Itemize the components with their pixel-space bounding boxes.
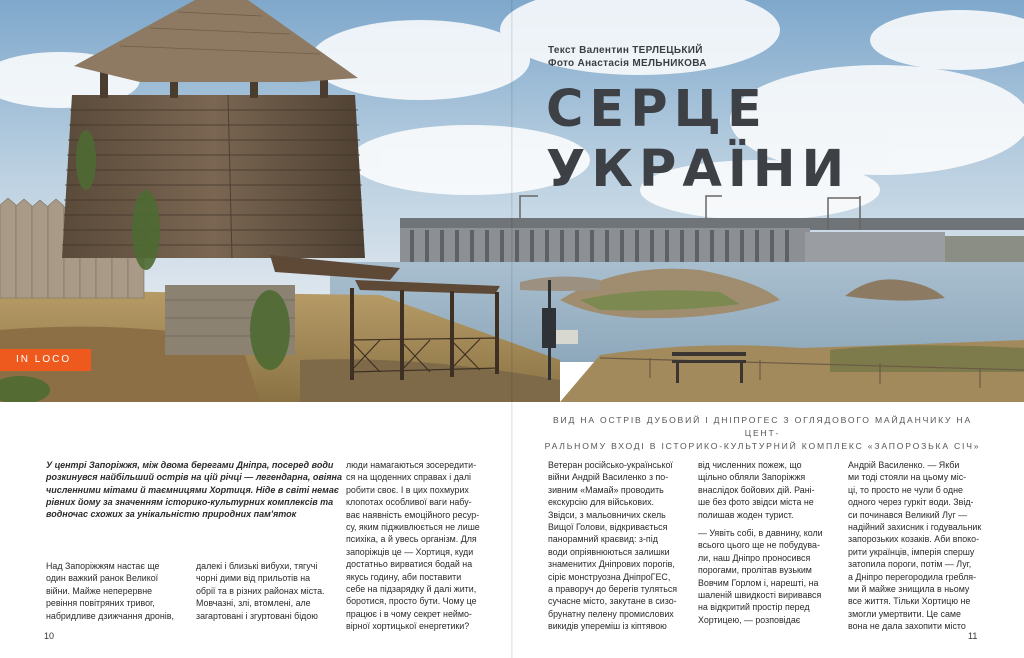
text-line: всього цього ще не побудува- bbox=[698, 540, 820, 551]
text-line: запоріжців це — Хортиця, куди bbox=[346, 546, 474, 557]
text-line: від численних пожеж, що bbox=[698, 460, 802, 470]
text-line: змогли умертвити. Це саме bbox=[848, 608, 961, 619]
text-column-3 bbox=[346, 459, 480, 633]
text-line: викидів упереміш із кіптявою bbox=[548, 621, 667, 632]
title-line-1: СЕРЦЕ bbox=[546, 80, 768, 139]
text-column-4 bbox=[548, 459, 677, 633]
text-line: вірної хортицької енергетики? bbox=[346, 621, 470, 632]
text-line: сучасне місто, закутане в сизо- bbox=[548, 596, 677, 607]
title-line-2: УКРАЇНИ bbox=[546, 140, 851, 199]
text-line: сіріє монструозна ДніпроГЕС, bbox=[548, 571, 671, 582]
text-line: шаленій швидкості виривався bbox=[698, 590, 822, 601]
text-line: ми й майже знищила в ньому bbox=[848, 584, 970, 595]
text-line: — Уявіть собі, в давнину, коли bbox=[698, 528, 823, 539]
text-credit: Текст Валентин ТЕРЛЕЦЬКИЙ bbox=[548, 45, 703, 56]
text-column-1 bbox=[46, 560, 174, 622]
text-line: Ветеран російсько-української bbox=[548, 460, 673, 470]
caption-line-2: РАЛЬНОМУ ВХОДІ В ІСТОРИКО-КУЛЬТУРНИЙ КОМПЛЕКС «ЗАПОРОЗЬКА СІЧ» bbox=[544, 441, 981, 451]
text-line: рити українців, імперія спершу bbox=[848, 546, 975, 557]
text-line: а праворуч до берегів туляться bbox=[548, 584, 678, 595]
caption-line-1: ВИД НА ОСТРІВ ДУБОВИЙ І ДНІПРОГЕС З ОГЛЯДОВОГО МАЙДАНЧИКУ НА ЦЕНТ- bbox=[553, 415, 972, 438]
text-line: боротися, просто бути. Чому це bbox=[346, 596, 477, 607]
lead-line: водночас схожих за унікальністю природних пам'яток bbox=[46, 509, 297, 520]
lead-paragraph bbox=[46, 459, 343, 520]
text-line: працює і в чому секрет неймо- bbox=[346, 608, 472, 619]
text-column-6 bbox=[848, 459, 981, 633]
text-line: Андрій Василенко. — Якби bbox=[848, 460, 960, 470]
text-line: знаменитих Дніпрових порогів, bbox=[548, 559, 675, 570]
text-line: ревіння повітряних тривог, bbox=[46, 598, 155, 609]
text-line: су, яким підживлюється не лише bbox=[346, 522, 480, 533]
text-line: війни Андрій Василенко з по- bbox=[548, 472, 669, 483]
text-line: полишав жоден турист. bbox=[698, 509, 794, 520]
text-line: набридливе дзижчання дронів, bbox=[46, 610, 174, 621]
text-line: ли, наш Дніпро проносився bbox=[698, 552, 811, 563]
text-column-2 bbox=[196, 560, 325, 622]
page-number-left: 10 bbox=[44, 631, 55, 641]
text-line: робити своє. І в цих похмурих bbox=[346, 484, 469, 495]
text-line: вона не дала захопити місто bbox=[848, 621, 966, 632]
text-line: люди намагаються зосередити- bbox=[346, 460, 477, 470]
text-line: а Дніпро перегородила гребля- bbox=[848, 571, 977, 582]
text-line: Мовчазні, злі, втомлені, але bbox=[196, 598, 311, 609]
text-line: Над Запоріжжям настає ще bbox=[46, 561, 160, 571]
text-line: екскурсію для військових. bbox=[548, 497, 654, 508]
text-line: Хортицею, — розповідає bbox=[698, 614, 801, 625]
text-line: ми тоді стояли на цьому міс- bbox=[848, 472, 967, 483]
text-line: запорозьких козаків. Аби впоко- bbox=[848, 534, 980, 545]
article-credits bbox=[548, 44, 707, 70]
text-line: ває наявність емоційного ресур- bbox=[346, 509, 480, 520]
text-line: ці, то просто не чули б одне bbox=[848, 484, 963, 495]
lead-line: У центрі Запоріжжя, між двома берегами Дніпра, посеред води bbox=[46, 460, 334, 470]
text-line: на відкритий простір перед bbox=[698, 602, 810, 613]
text-line: Вовчим Горлом і, нарешті, на bbox=[698, 577, 819, 588]
lead-line: рівних йому за значенням історико-культурних комплексів та bbox=[46, 496, 334, 507]
text-line: психіка, а й увесь організм. Для bbox=[346, 534, 477, 545]
text-line: один важкий ранок Великої bbox=[46, 573, 159, 584]
section-badge: IN LOCO bbox=[0, 349, 91, 371]
text-line: внаслідок бойових дій. Рані- bbox=[698, 484, 815, 495]
text-column-5 bbox=[698, 459, 823, 626]
text-line: порогами, пролітав вузьким bbox=[698, 565, 812, 576]
lead-line: численними мітами й таємницями Хортиця. Ніде в світі немає bbox=[46, 484, 339, 495]
text-line: си починався Великий Луг — bbox=[848, 509, 968, 520]
text-line: Вищої Голови, відкривається bbox=[548, 522, 668, 533]
text-line: війни. Майже неперервне bbox=[46, 585, 153, 596]
text-line: клопотах особливої ваги набу- bbox=[346, 497, 472, 508]
text-line: Звідси, з мальовничих скель bbox=[548, 509, 666, 520]
page-number-right: 11 bbox=[968, 631, 978, 641]
text-line: загартовані і згуртовані бідою bbox=[196, 610, 318, 621]
text-line: достатньо вирватися бодай на bbox=[346, 559, 473, 570]
text-line: надійний захисник і годувальник bbox=[848, 522, 982, 533]
text-line: одного через гуркіт води. Звід- bbox=[848, 497, 974, 508]
text-line: все життя. Тільки Хортицю не bbox=[848, 596, 971, 607]
lead-line: розкинувся найбільший острів на цій річці — легендарна, овіяна bbox=[46, 472, 343, 483]
text-line: ше без фото звідси міста не bbox=[698, 497, 814, 508]
text-line: води опріявнюються залишки bbox=[548, 546, 670, 557]
article-title bbox=[546, 80, 850, 200]
text-line: якусь годину, аби поставити bbox=[346, 571, 462, 582]
photo-credit: Фото Анастасія МЕЛЬНИКОВА bbox=[548, 58, 707, 69]
text-line: щільно обляли Запоріжжя bbox=[698, 472, 806, 483]
text-line: зивним «Мамай» проводить bbox=[548, 484, 664, 495]
text-line: панорамний краєвид: з-під bbox=[548, 534, 658, 545]
text-line: чорні дими від прильотів на bbox=[196, 573, 311, 584]
text-line: далекі і близькі вибухи, тягучі bbox=[196, 561, 318, 571]
text-line: затопила пороги, потім — Луг, bbox=[848, 559, 972, 570]
text-line: ся на щоденних справах і далі bbox=[346, 472, 472, 483]
text-line: брунатну пелену промислових bbox=[548, 608, 674, 619]
photo-caption bbox=[540, 414, 985, 453]
text-line: обрії та в різних районах міста. bbox=[196, 585, 325, 596]
text-line: себе на підзарядку й далі жити, bbox=[346, 584, 477, 595]
spread-gutter bbox=[511, 0, 513, 658]
